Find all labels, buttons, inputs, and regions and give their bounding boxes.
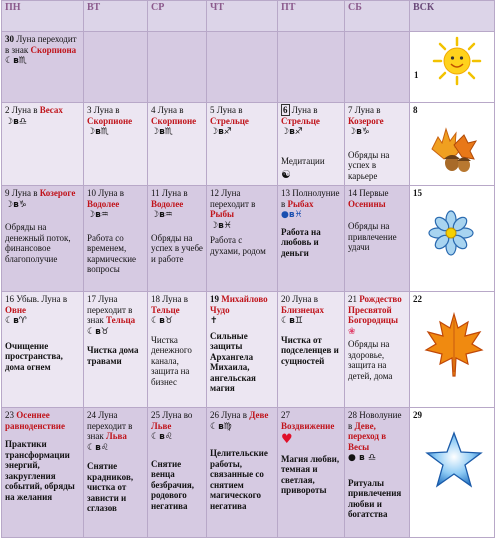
- day-cell-9: [2, 186, 84, 292]
- day-number: 1: [414, 70, 419, 80]
- day-cell-24: [84, 408, 148, 538]
- moon-sign: Рыбы: [210, 209, 235, 219]
- day-text: 9 Луна в: [5, 188, 40, 198]
- header-sat: СБ: [345, 1, 410, 32]
- new-moon-symbol: ● в ♎: [348, 453, 376, 463]
- day-cell-7: [345, 103, 410, 186]
- holiday-name: Рождество Пресвятой Богородицы: [348, 294, 402, 325]
- moon-sign: Деве: [249, 410, 269, 420]
- day-text: 27: [281, 410, 290, 420]
- day-text: 18 Луна в: [151, 294, 188, 304]
- day-note: Сильные защиты Архангела Михаила, ангельская магия: [210, 330, 256, 393]
- day-cell-2: [2, 103, 84, 186]
- lunar-calendar-table: [1, 0, 495, 538]
- day-cell-3: [84, 103, 148, 186]
- day-text: 20 Луна в: [281, 294, 318, 304]
- day-number: 30: [5, 34, 14, 44]
- day-note: Чистка дома травами: [87, 345, 139, 366]
- day-cell-10: [84, 186, 148, 292]
- moon-sign: Весах: [39, 105, 63, 115]
- empty-cell: [207, 32, 278, 103]
- moon-sign: Скорпиона: [30, 44, 77, 55]
- header-mon: ПН: [2, 1, 84, 32]
- holiday-name: Воздвижение: [281, 420, 335, 431]
- day-note: Чистка от подселенцев и сущностей: [281, 334, 339, 366]
- day-cell-30: [2, 32, 84, 103]
- day-note: Обряды на здоровье, защита на детей, дома: [348, 339, 393, 381]
- day-note: Обряды на денежный поток, финансовое благополучие: [5, 222, 71, 264]
- day-text: 2 Луна в: [5, 105, 40, 115]
- day-cell-21: [345, 292, 410, 408]
- moon-sign: Льве: [151, 420, 172, 431]
- day-note: Обряды на успех в карьере: [348, 149, 390, 181]
- day-text: 23: [5, 410, 17, 420]
- day-cell-6: [278, 103, 345, 186]
- day-number: 15: [413, 188, 422, 198]
- day-cell-19: [207, 292, 278, 408]
- moon-sign: Козероге: [348, 115, 384, 126]
- weekday-header-row: [2, 1, 495, 32]
- header-tue: ВТ: [84, 1, 148, 32]
- moon-sign-symbol: ☽в♒: [87, 210, 109, 220]
- day-cell-20: [278, 292, 345, 408]
- day-text: 25 Луна во: [151, 410, 193, 420]
- week-row-3: [2, 186, 495, 292]
- full-moon-symbol: ●в♓: [281, 210, 303, 220]
- day-cell-26: [207, 408, 278, 538]
- day-cell-22: [410, 292, 495, 408]
- day-text: 7 Луна в: [348, 105, 381, 115]
- day-note: Обряды на успех в учебе и работе: [151, 232, 203, 264]
- day-note: Снятие крадников, чистка от зависти и сглазов: [87, 461, 134, 513]
- week-row-2: [2, 103, 495, 186]
- week-row-4: [2, 292, 495, 408]
- star-icon: [424, 430, 484, 490]
- moon-sign-symbol: ☾в♍: [210, 421, 232, 432]
- day-cell-29: [410, 408, 495, 538]
- day-text: 21: [348, 294, 360, 304]
- moon-sign: Стрельце: [281, 115, 320, 126]
- day-note: Чистка денежного канала, защита на бизнес: [151, 334, 192, 387]
- flower-icon: ❀: [348, 326, 356, 337]
- day-cell-27: [278, 408, 345, 538]
- day-note: Очищение пространства, дома огнем: [5, 340, 63, 372]
- moon-sign-symbol: ☾в♌: [87, 442, 109, 453]
- empty-cell: [345, 32, 410, 103]
- day-cell-23: [2, 408, 84, 538]
- moon-sign: Тельце: [151, 304, 180, 315]
- moon-sign-symbol: ☾в♉: [87, 326, 109, 337]
- moon-sign-symbol: ☽в♎: [5, 116, 27, 127]
- moon-sign-symbol: ☽в♏: [151, 127, 173, 137]
- day-text: Луна переходит в знак: [5, 34, 77, 55]
- day-note: Магия любви, темная и светлая, привороты: [281, 453, 340, 495]
- day-cell-12: [207, 186, 278, 292]
- day-cell-18: [148, 292, 207, 408]
- moon-sign-symbol: ☾в♉: [151, 316, 173, 326]
- day-text: 4 Луна в: [151, 105, 184, 115]
- day-number: 22: [413, 294, 422, 304]
- day-cell-5: [207, 103, 278, 186]
- moon-sign-symbol: ☽в♒: [151, 210, 173, 220]
- day-note: Целительские работы, связанные со снятием магического негатива: [210, 448, 268, 511]
- cross-icon: ✝: [210, 316, 218, 326]
- day-cell-4: [148, 103, 207, 186]
- day-text: 19: [210, 294, 222, 304]
- header-wed: СР: [148, 1, 207, 32]
- day-note: Медитации: [281, 155, 325, 166]
- day-cell-16: [2, 292, 84, 408]
- moon-sign-symbol: ☽в♓: [210, 220, 232, 231]
- autumn-leaves-acorns-icon: [424, 119, 480, 175]
- moon-sign: Тельца: [106, 315, 136, 325]
- day-cell-8: [410, 103, 495, 186]
- day-text: 14 Первые: [348, 188, 389, 198]
- moon-sign: Водолее: [151, 198, 184, 209]
- moon-sign-symbol: ☽в♑: [5, 199, 27, 210]
- day-text: 24 Луна переходит в знак: [87, 410, 133, 441]
- day-cell-11: [148, 186, 207, 292]
- heart-icon: ♥: [281, 432, 293, 447]
- sun-icon: [432, 36, 482, 86]
- moon-sign-symbol: ☾в♊: [281, 316, 303, 326]
- moon-sign: Рыбах: [287, 198, 314, 209]
- day-note: Ритуалы привлечения любви и богатства: [348, 477, 402, 519]
- day-cell-28: [345, 408, 410, 538]
- day-text: 26 Луна в: [210, 410, 250, 420]
- day-text: 28 Новолуние в: [348, 410, 402, 431]
- day-number: 6: [283, 105, 288, 115]
- day-cell-1: [410, 32, 495, 103]
- moon-sign: Близнецах: [281, 304, 325, 315]
- day-text: Луна в: [289, 105, 318, 115]
- day-note: Работа с духами, родом: [210, 235, 266, 256]
- moon-sign: Стрельце: [210, 115, 249, 126]
- moon-sign: Льва: [106, 431, 127, 441]
- moon-sign-symbol: ☾в♌: [151, 432, 173, 442]
- day-cell-25: [148, 408, 207, 538]
- moon-sign-symbol: ☾в♈: [5, 316, 27, 326]
- empty-cell: [148, 32, 207, 103]
- day-note: Обряды на привлечение удачи: [348, 221, 397, 252]
- day-note: Работа со временем, кармические вопросы: [87, 232, 137, 274]
- day-text: 12 Луна переходит в: [210, 188, 256, 209]
- moon-sign-symbol: ☾в♏: [5, 56, 27, 66]
- day-text: 13 Полнолуние в: [281, 188, 340, 209]
- header-fri: ПТ: [278, 1, 345, 32]
- flower-icon: [428, 210, 474, 256]
- empty-cell: [278, 32, 345, 103]
- day-text: 3 Луна в: [87, 105, 120, 115]
- day-text: 17 Луна переходит в знак: [87, 294, 133, 325]
- day-number: 8: [413, 105, 418, 115]
- moon-sign-symbol: ☽в♑: [348, 127, 370, 137]
- moon-sign: Козероге: [39, 188, 76, 198]
- moon-sign: Водолее: [87, 198, 120, 209]
- moon-sign: Скорпионе: [87, 115, 133, 126]
- header-sun: ВСК: [410, 1, 495, 32]
- holiday-name: Михайлово Чудо: [210, 294, 268, 315]
- day-text: 10 Луна в: [87, 188, 124, 198]
- moon-sign-symbol: ☽в♏: [87, 127, 109, 137]
- header-thu: ЧТ: [207, 1, 278, 32]
- day-number: 29: [413, 410, 422, 420]
- day-cell-13: [278, 186, 345, 292]
- holiday-name: Осеннее равноденствие: [5, 410, 65, 431]
- week-row-5: [2, 408, 495, 538]
- day-note: Снятие венца безбрачия, родового негатива: [151, 458, 195, 511]
- week-row-1: [2, 32, 495, 103]
- moon-sign-symbol: ☽в♐: [210, 127, 232, 137]
- moon-sign-symbol: ☽в♐: [281, 127, 303, 137]
- day-note: Работа на любовь и деньги: [281, 226, 321, 258]
- day-cell-15: [410, 186, 495, 292]
- maple-leaf-icon: [422, 310, 486, 380]
- day-note: Практики трансформации энергий, закругления событий, обряды на желания: [5, 439, 75, 502]
- yin-yang-icon: ☯: [281, 168, 291, 181]
- moon-sign: Деве, переход в Весы: [348, 420, 387, 452]
- day-text: 5 Луна в: [210, 105, 243, 115]
- day-cell-17: [84, 292, 148, 408]
- moon-sign: Скорпионе: [151, 115, 197, 126]
- empty-cell: [84, 32, 148, 103]
- moon-sign: Овне: [5, 304, 27, 315]
- day-text: 11 Луна в: [151, 188, 188, 198]
- day-cell-14: [345, 186, 410, 292]
- holiday-name: Осенины: [348, 198, 386, 209]
- day-text: 16 Убыв. Луна в: [5, 294, 68, 304]
